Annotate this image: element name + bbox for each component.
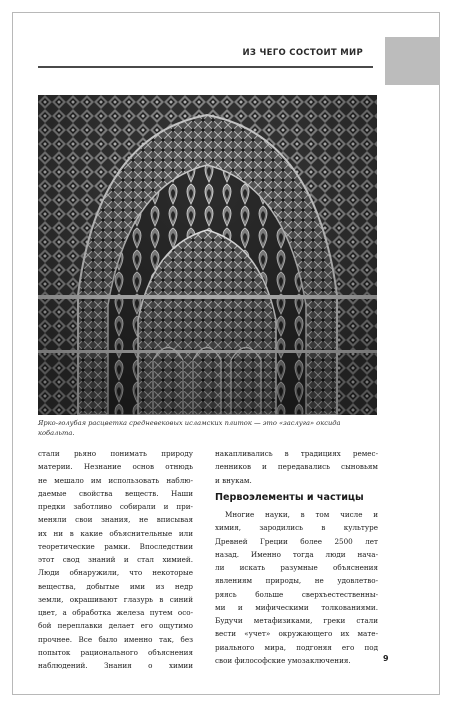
section-heading: Первоэлементы и частицы bbox=[215, 492, 364, 503]
text-line: ли искать разумные объяснения bbox=[215, 563, 378, 572]
text-line: ряясь больше сверхъестественны- bbox=[215, 589, 378, 599]
text-line: не мешало им использовать наблю- bbox=[38, 475, 193, 485]
text-line: и внукам. bbox=[215, 475, 252, 485]
text-line: земли, окрашивают глазурь в синий bbox=[38, 594, 193, 604]
chapter-tab bbox=[385, 37, 440, 85]
text-line: риального мира, подгоняя его под bbox=[215, 642, 378, 652]
text-line: цвет, а обработка железа путем осо- bbox=[38, 608, 193, 617]
running-head-title: ИЗ ЧЕГО СОСТОИТ МИР bbox=[242, 48, 363, 58]
text-line: прочнее. Все было именно так, без bbox=[38, 634, 193, 644]
text-line: теоретические рамки. Впоследствии bbox=[38, 541, 193, 551]
text-line: бой переплавки делает его ощутимо bbox=[38, 621, 193, 631]
text-line: наблюдений. Знания о химии bbox=[38, 661, 193, 670]
text-line: Древней Греции более 2500 лет bbox=[215, 536, 378, 546]
text-line: накапливались в традициях ремес- bbox=[215, 449, 378, 458]
left-column bbox=[38, 447, 193, 672]
running-head bbox=[0, 42, 373, 68]
text-line: их ни в какие объяснительные или bbox=[38, 528, 193, 538]
text-line: вести «учет» окружающего их мате- bbox=[215, 629, 378, 639]
text-line: явлениям природы, не удовлетво- bbox=[215, 576, 378, 586]
figure-caption: Ярко-голубая расцветка средневековых исламских плиток — это «заслуга» оксида кобальта. bbox=[38, 419, 341, 437]
text-line: ми и мифическими толкованиями. bbox=[215, 602, 378, 612]
text-line: этот свод знаний и стал химией. bbox=[38, 555, 193, 564]
text-line: химия, зародились в культуре bbox=[215, 523, 378, 533]
text-line: даемые свойства веществ. Наши bbox=[38, 488, 193, 498]
text-line: назад. Именно тогда люди нача- bbox=[215, 549, 378, 559]
text-line: вещества, добытые ими из недр bbox=[38, 581, 193, 591]
header-rule bbox=[38, 66, 373, 68]
islamic-tile-mosaic-icon bbox=[38, 95, 377, 415]
text-line: меняли свои знания, не вписывая bbox=[38, 515, 193, 525]
page-number: 9 bbox=[383, 654, 389, 663]
text-line: Многие науки, в том числе и bbox=[225, 510, 378, 519]
right-column-top bbox=[215, 447, 378, 487]
text-line: стали рьяно понимать природу bbox=[38, 449, 193, 458]
text-line: предки заботливо собирали и при- bbox=[38, 502, 193, 511]
right-column bbox=[215, 508, 378, 667]
text-line: Люди обнаружили, что некоторые bbox=[38, 568, 193, 578]
text-line: попыток рационального объяснения bbox=[38, 647, 193, 657]
mosaic-figure bbox=[38, 95, 377, 415]
text-line: материи. Незнание основ отнюдь bbox=[38, 462, 193, 472]
text-line: Будучи метафизиками, греки стали bbox=[215, 616, 378, 625]
text-line: свои философские умозаключения. bbox=[215, 655, 351, 665]
text-line: ленников и передавались сыновьям bbox=[215, 462, 378, 472]
